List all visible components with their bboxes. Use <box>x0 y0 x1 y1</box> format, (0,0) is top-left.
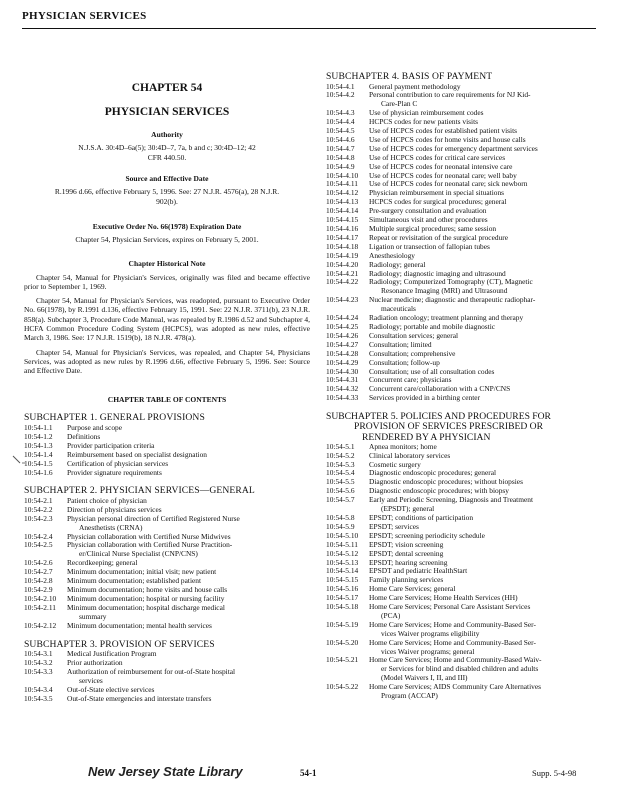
list-item: 10:54-4.30 Consultation; use of all consultation codes <box>326 366 495 376</box>
list-item: 10:54-5.16 Home Care Services; general <box>326 584 456 594</box>
list-item: 10:54-5.4 Diagnostic endoscopic procedures; general <box>326 468 497 478</box>
authority-text: N.J.S.A. 30:4D–6a(5); 30:4D–7, 7a, b and c; 30:4D–12; 42 CFR 440.50. <box>78 143 256 162</box>
list-item: 10:54-5.6 Diagnostic endoscopic procedures; with biopsy <box>326 486 509 496</box>
list-item: 10:54-4.14 Pre-surgery consultation and evaluation <box>326 206 487 216</box>
list-item: 10:54-4.5 Use of HCPCS codes for established patient visits <box>326 126 518 136</box>
list-item: 10:54-4.27 Consultation; limited <box>326 339 432 349</box>
list-item: 10:54-5.1 Apnea monitors; home <box>326 441 437 451</box>
supplement-date: Supp. 5-4-98 <box>532 768 577 778</box>
chapter-number: CHAPTER 54 <box>131 82 203 94</box>
list-item: 10:54-2.2 Direction of physicians services <box>24 504 162 514</box>
source-text: R.1996 d.66, effective February 5, 1996. See: 27 N.J.R. 4576(a), 28 N.J.R. 902(b). <box>54 187 280 206</box>
list-item: 10:54-2.11 Minimum documentation; hospital discharge medical summary <box>24 602 225 621</box>
list-item: 10:54-2.5 Physician collaboration with Certified Nurse Practition- er/Clinical Nurse Specialist (CNP/CNS) <box>24 540 233 559</box>
list-item: 10:54-4.4 HCPCS codes for new patients visits <box>326 117 479 127</box>
subchapter-5-title-line-2: PROVISION OF SERVICES PRESCRIBED OR <box>354 421 544 433</box>
subchapter-4-list <box>326 83 602 404</box>
list-item: 10:54-4.9 Use of HCPCS codes for neonatal intensive care <box>326 161 513 171</box>
list-item: 10:54-2.3 Physician personal direction of Certified Registered Nurse Anesthetists (CRNA) <box>24 513 240 532</box>
subchapter-4-title: SUBCHAPTER 4. BASIS OF PAYMENT <box>326 71 493 82</box>
list-item: 10:54-5.11 EPSDT; vision screening <box>326 539 444 549</box>
list-item: 10:54-5.14 EPSDT and pediatric HealthStart <box>326 566 468 576</box>
eo-text: Chapter 54, Physician Services, expires on February 5, 2001. <box>75 235 259 244</box>
list-item: 10:54-5.7 Early and Periodic Screening, Diagnosis and Treatment (EPSDT); general <box>326 495 533 514</box>
subchapter-3-list <box>24 650 310 703</box>
list-item: 10:54-1.3 Provider participation criteria <box>24 440 155 450</box>
list-item: 10:54-5.9 EPSDT; services <box>326 521 419 531</box>
list-item: 10:54-4.29 Consultation; follow-up <box>326 357 440 367</box>
list-item: 10:54-4.18 Ligation or transection of fallopian tubes <box>326 241 490 251</box>
list-item: 10:54-5.3 Cosmetic surgery <box>326 459 421 469</box>
list-item: 10:54-3.1 Medical Justification Program <box>24 649 157 658</box>
list-item: 10:54-4.12 Physician reimbursement in special situations <box>326 188 505 198</box>
list-item: 10:54-2.12 Minimum documentation; mental health services <box>24 620 212 630</box>
history-paragraph-1: Chapter 54, Manual for Physician's Services, originally was filed and became effective prior to September 1, 1969. <box>24 272 310 291</box>
list-item: 10:54-1.5 Certification of physician services <box>24 458 169 468</box>
subchapter-2-title: SUBCHAPTER 2. PHYSICIAN SERVICES—GENERAL <box>24 485 255 497</box>
eo-heading: Executive Order No. 66(1978) Expiration Date <box>92 222 242 231</box>
list-item: 10:54-5.21 Home Care Services; Home and Community-Based Waiv- er Services for blind and disabled children and adults (Model Waivers I, II, and III) <box>326 655 542 683</box>
list-item: 10:54-4.24 Radiation oncology; treatment planning and therapy <box>326 313 524 323</box>
list-item: 10:54-1.6 Provider signature requirements <box>24 467 162 477</box>
list-item: 10:54-4.26 Consultation services; general <box>326 330 459 340</box>
list-item: 10:54-4.28 Consultation; comprehensive <box>326 348 456 358</box>
list-item: 10:54-4.20 Radiology; general <box>326 259 426 269</box>
list-item: 10:54-3.3 Authorization of reimbursement for out-of-State hospital services <box>24 666 236 685</box>
list-item: 10:54-5.13 EPSDT; hearing screening <box>326 557 448 567</box>
list-item: 10:54-2.10 Minimum documentation; hospital or nursing facility <box>24 593 225 603</box>
list-item: 10:54-4.21 Radiology; diagnostic imaging and ultrasound <box>326 268 506 278</box>
list-item: 10:54-4.33 Services provided in a birthing center <box>326 393 481 403</box>
list-item: 10:54-4.1 General payment methodology <box>326 81 461 91</box>
list-item: 10:54-4.8 Use of HCPCS codes for critical care services <box>326 152 506 162</box>
list-item: 10:54-5.8 EPSDT; conditions of participation <box>326 512 474 522</box>
list-item: 10:54-1.4 Reimbursement based on specialist designation <box>24 449 207 459</box>
history-heading: Chapter Historical Note <box>128 258 206 268</box>
list-item: 10:54-2.1 Patient choice of physician <box>24 495 147 505</box>
page-number: 54-1 <box>300 768 317 778</box>
list-item: 10:54-3.2 Prior authorization <box>24 657 123 667</box>
list-item: 10:54-4.6 Use of HCPCS codes for home visits and house calls <box>326 134 526 144</box>
list-item: 10:54-4.2 Personal contribution to care requirements for NJ Kid- Care-Plan C <box>326 90 531 109</box>
list-item: 10:54-3.4 Out-of-State elective services <box>24 684 155 694</box>
list-item: 10:54-1.1 Purpose and scope <box>24 422 123 432</box>
list-item: 10:54-4.11 Use of HCPCS codes for neonatal care; sick newborn <box>326 179 528 189</box>
list-item: 10:54-2.7 Minimum documentation; initial visit; new patient <box>24 567 217 577</box>
list-item: 10:54-2.4 Physician collaboration with Certified Nurse Midwives <box>24 531 231 541</box>
left-column <box>24 34 310 703</box>
list-item: 10:54-2.9 Minimum documentation; home visits and house calls <box>24 584 228 594</box>
list-item: 10:54-4.3 Use of physician reimbursement codes <box>326 108 484 118</box>
subchapter-3-title: SUBCHAPTER 3. PROVISION OF SERVICES <box>24 638 215 650</box>
list-item: 10:54-5.2 Clinical laboratory services <box>326 450 451 460</box>
list-item: 10:54-4.16 Multiple surgical procedures; same session <box>326 224 497 233</box>
list-item: 10:54-5.20 Home Care Services; Home and Community-Based Ser- vices Waiver programs; general <box>326 637 536 656</box>
list-item: 10:54-4.15 Simultaneous visit and other procedures <box>326 215 488 225</box>
list-item: 10:54-4.31 Concurrent care; physicians <box>326 375 452 385</box>
list-item: 10:54-4.17 Repeat or revisitation of the surgical procedure <box>326 232 509 242</box>
list-item: 10:54-2.8 Minimum documentation; established patient <box>24 576 202 586</box>
library-stamp: New Jersey State Library <box>88 764 243 779</box>
list-item: 10:54-4.32 Concurrent care/collaboration with a CNP/CNS <box>326 384 511 394</box>
source-heading: Source and Effective Date <box>125 174 209 183</box>
list-item: 10:54-5.5 Diagnostic endoscopic procedures; without biopsies <box>326 477 523 487</box>
list-item: 10:54-5.12 EPSDT; dental screening <box>326 548 444 558</box>
history-paragraph-2: Chapter 54, Manual for Physician's Services, was readopted, pursuant to Executive Order No. 66(1978), by R.1991 d.136, effective February 15, 1991. See: 22 N.J.R. 3711(b), 23 N.J.R. 858(a). Subchapter 3, Procedure Code Manual, was repealed by R.1986 d.52 and Subchapter 4, HCFA Common Procedure Coding System (HCPCS), was adopted as new rules, effective March 3, 1986. See: 17 N.J.R. 1519(b), 18 N.J.R. 478(a). <box>24 296 310 343</box>
scan-mark <box>12 455 26 465</box>
list-item: 10:54-5.15 Family planning services <box>326 575 444 585</box>
list-item: 10:54-5.19 Home Care Services; Home and Community-Based Ser- vices Waiver programs eligibility <box>326 619 536 638</box>
list-item: 10:54-5.17 Home Care Services; Home Health Services (HH) <box>326 593 518 603</box>
subchapter-5-title-line-3: RENDERED BY A PHYSICIAN <box>362 431 491 443</box>
list-item: 10:54-4.13 HCPCS codes for surgical procedures; general <box>326 197 507 207</box>
list-item: 10:54-1.2 Definitions <box>24 431 101 441</box>
list-item: 10:54-2.6 Recordkeeping; general <box>24 558 138 568</box>
running-title: PHYSICIAN SERVICES <box>22 10 147 22</box>
running-header <box>22 6 596 29</box>
list-item: 10:54-4.23 Nuclear medicine; diagnostic and therapeutic radiophar- maceuticals <box>326 295 536 314</box>
list-item: 10:54-4.10 Use of HCPCS codes for neonatal care; well baby <box>326 170 517 180</box>
right-column <box>326 34 602 701</box>
page-footer <box>0 764 618 786</box>
authority-heading: Authority <box>151 130 183 139</box>
list-item: 10:54-5.10 EPSDT; screening periodicity schedule <box>326 530 485 540</box>
list-item: 10:54-5.18 Home Care Services; Personal Care Assistant Services (PCA) <box>326 602 531 620</box>
toc-heading: CHAPTER TABLE OF CONTENTS <box>107 395 227 405</box>
subchapter-2-list <box>24 497 310 631</box>
list-item: 10:54-5.22 Home Care Services; AIDS Community Care Alternatives Program (ACCAP) <box>326 682 542 701</box>
subchapter-1-list <box>24 424 310 477</box>
subchapter-5-list <box>326 443 602 701</box>
chapter-title: PHYSICIAN SERVICES <box>104 106 230 118</box>
history-paragraph-3: Chapter 54, Manual for Physician's Services, was repealed, and Chapter 54, Physicians Services, was adopted as new rules by R.1996 d.66, effective February 5, 1996. See: Source and Effective Date. <box>24 347 310 376</box>
list-item: 10:54-4.7 Use of HCPCS codes for emergency department services <box>326 143 538 153</box>
list-item: 10:54-4.25 Radiology; portable and mobile diagnostic <box>326 321 496 331</box>
list-item: 10:54-3.5 Out-of-State emergencies and interstate transfers <box>24 693 212 703</box>
subchapter-5-title <box>326 412 602 443</box>
list-item: 10:54-4.22 Radiology; Computerized Tomography (CT), Magnetic Resonance Imaging (MRI) and Ultrasound <box>326 277 533 296</box>
subchapter-1-title: SUBCHAPTER 1. GENERAL PROVISIONS <box>24 412 205 424</box>
list-item: 10:54-4.19 Anesthesiology <box>326 250 415 260</box>
subchapter-5-title-line-1: SUBCHAPTER 5. POLICIES AND PROCEDURES FOR <box>326 411 551 423</box>
